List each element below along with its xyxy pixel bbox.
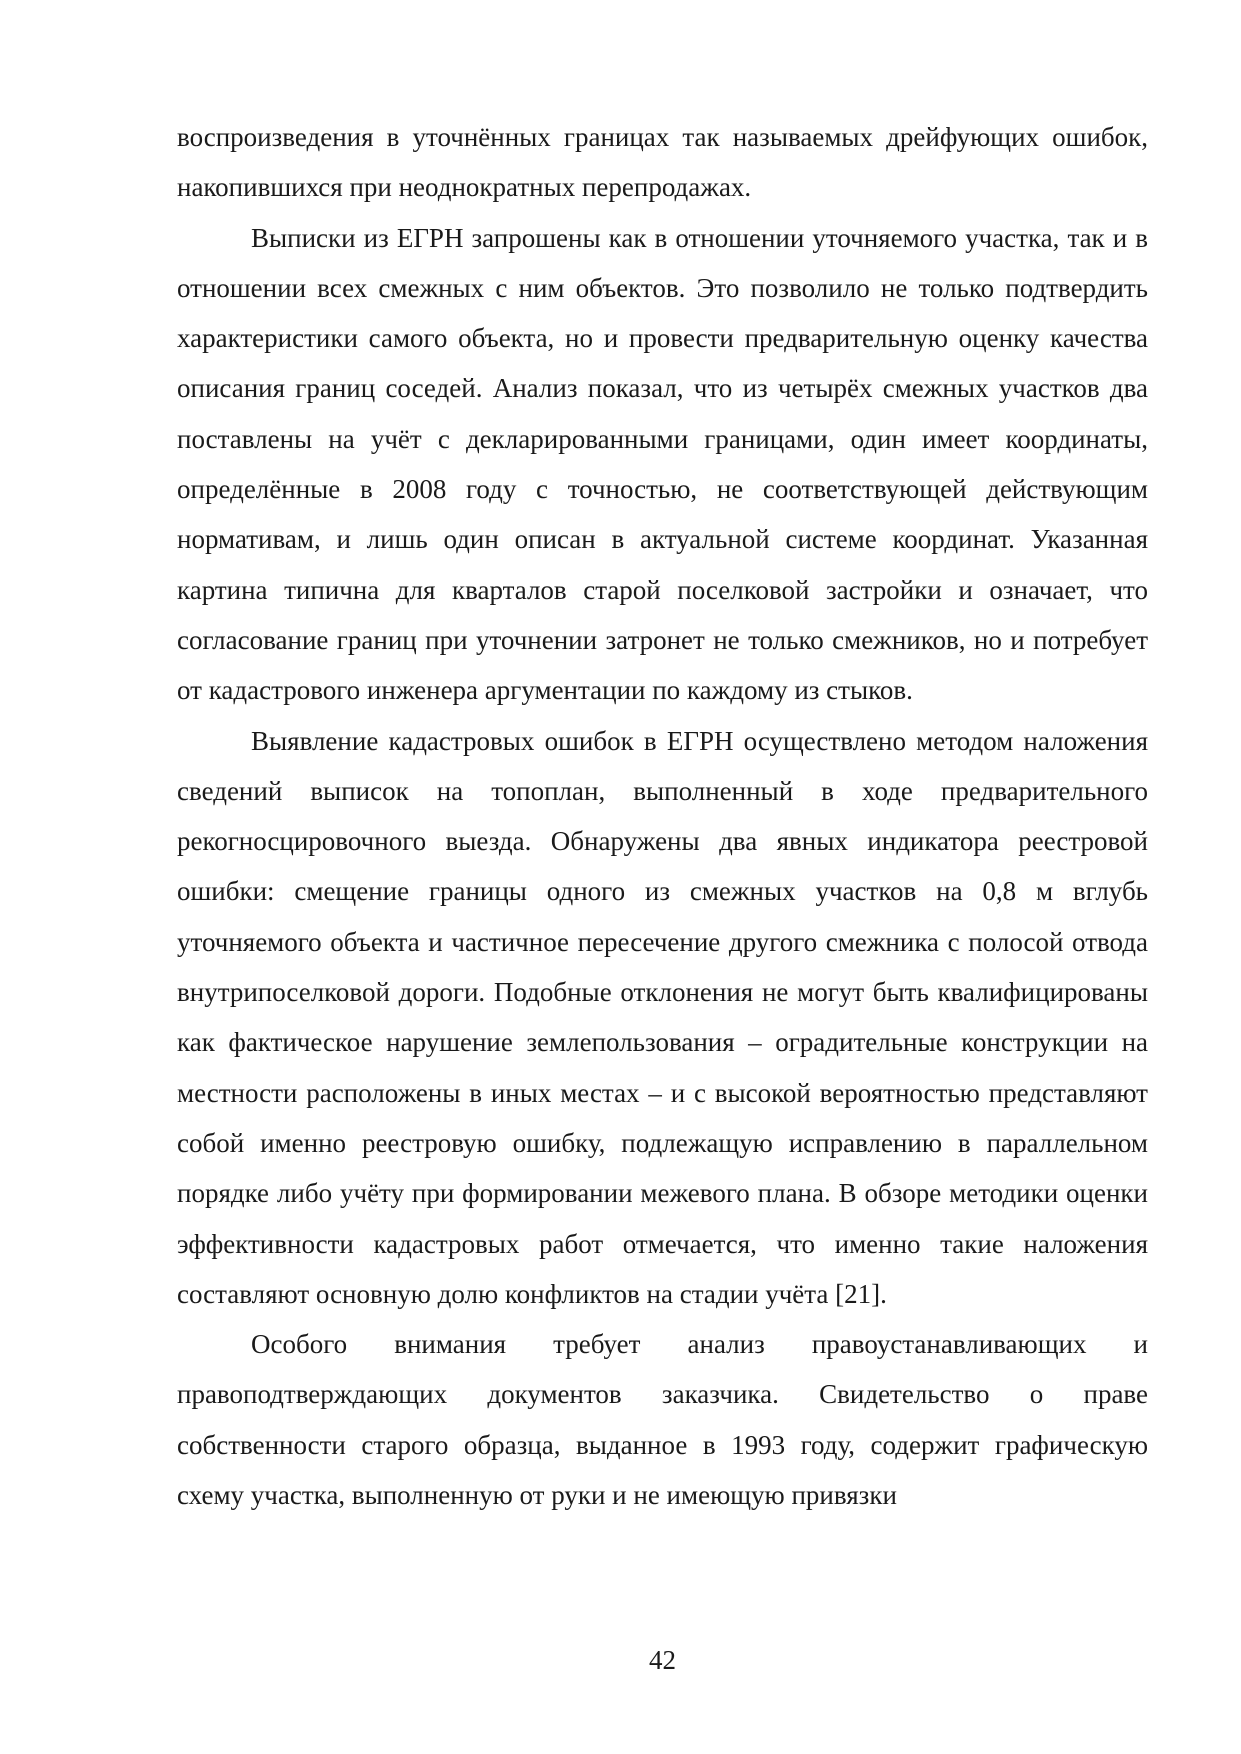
body-text — [177, 112, 1148, 1520]
paragraph-cadastral-errors: Выявление кадастровых ошибок в ЕГРН осуществлено методом наложения сведений выписок на топоплан, выполненный в ходе предварительного рекогносцировочного выезда. Обнаружены два явных индикатора реестровой ошибки: смещение границы одного из смежных участков на 0,8 м вглубь уточняемого объекта и частичное пересечение другого смежника с полосой отвода внутрипоселковой дороги. Подобные отклонения не могут быть квалифицированы как фактическое нарушение землепользования – оградительные конструкции на местности расположены в иных местах – и с высокой вероятностью представляют собой именно реестровую ошибку, подлежащую исправлению в параллельном порядке либо учёту при формировании межевого плана. В обзоре методики оценки эффективности кадастровых работ отмечается, что именно такие наложения составляют основную долю конфликтов на стадии учёта [21]. — [177, 725, 1148, 1309]
paragraph-continuation: воспроизведения в уточнённых границах так называемых дрейфующих ошибок, накопившихся при неоднократных перепродажах. — [177, 122, 1148, 203]
page-number: 42 — [649, 1645, 676, 1675]
paragraph-egrn-extracts: Выписки из ЕГРН запрошены как в отношении уточняемого участка, так и в отношении всех смежных с ним объектов. Это позволило не только подтвердить характеристики самого объекта, но и провести предварительную оценку качества описания границ соседей. Анализ показал, что из четырёх смежных участков два поставлены на учёт с декларированными границами, один имеет координаты, определённые в 2008 году с точностью, не соответствующей действующим нормативам, и лишь один описан в актуальной системе координат. Указанная картина типична для кварталов старой поселковой застройки и означает, что согласование границ при уточнении затронет не только смежников, но и потребует от кадастрового инженера аргументации по каждому из стыков. — [177, 222, 1148, 706]
paragraph-title-documents: Особого внимания требует анализ правоустанавливающих и правоподтверждающих документов заказчика. Свидетельство о праве собственности старого образца, выданное в 1993 году, содержит графическую схему участка, выполненную от руки и не имеющую привязки — [177, 1329, 1148, 1511]
